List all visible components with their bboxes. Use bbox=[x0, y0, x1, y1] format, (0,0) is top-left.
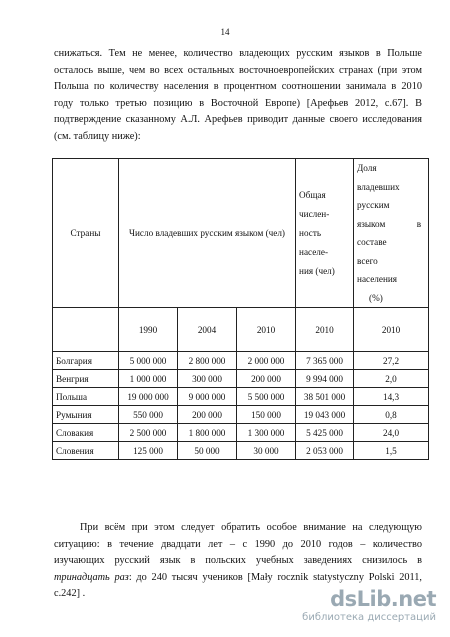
value-cell: 200 000 bbox=[237, 370, 296, 388]
value-cell: 1,5 bbox=[354, 442, 429, 460]
years-blank-cell bbox=[53, 308, 119, 352]
value-cell: 2,0 bbox=[354, 370, 429, 388]
year-cell: 2010 bbox=[354, 308, 429, 352]
value-cell: 27,2 bbox=[354, 352, 429, 370]
value-cell: 2 800 000 bbox=[178, 352, 237, 370]
value-cell: 1 000 000 bbox=[119, 370, 178, 388]
header-speakers: Число владевших русским языком (чел) bbox=[119, 159, 296, 308]
value-cell: 1 800 000 bbox=[178, 424, 237, 442]
year-cell: 2010 bbox=[296, 308, 354, 352]
country-cell: Словения bbox=[53, 442, 119, 460]
header-share: Доля владевших русским языком в составе всего населения (%) bbox=[354, 159, 429, 308]
year-cell: 2010 bbox=[237, 308, 296, 352]
table-row bbox=[53, 442, 429, 460]
conclusion-line-rest: : до 240 тысяч учеников [Mały rocznik statystyczny Polski 2011, bbox=[128, 571, 422, 583]
emphasis-text: тринадцать раз bbox=[54, 571, 129, 583]
russian-speakers-table bbox=[52, 158, 429, 460]
watermark-subtitle: библиотека диссертаций bbox=[302, 612, 436, 623]
value-cell: 2 500 000 bbox=[119, 424, 178, 442]
value-cell: 2 000 000 bbox=[237, 352, 296, 370]
value-cell: 550 000 bbox=[119, 406, 178, 424]
value-cell: 5 000 000 bbox=[119, 352, 178, 370]
value-cell: 5 425 000 bbox=[296, 424, 354, 442]
value-cell: 19 043 000 bbox=[296, 406, 354, 424]
table-row-highlight bbox=[53, 388, 429, 406]
country-cell: Румыния bbox=[53, 406, 119, 424]
value-cell: 1 300 000 bbox=[237, 424, 296, 442]
header-population: Общая числен- ность населе- ния (чел) bbox=[296, 159, 354, 308]
value-cell: 2 053 000 bbox=[296, 442, 354, 460]
intro-line: осталось выше, чем во всех остальных восточноевропейских странах (при этом bbox=[54, 64, 422, 76]
table-years-row bbox=[53, 308, 429, 352]
intro-line: году только третью позицию в Восточной Европе) [Арефьев 2012, с.67]. В bbox=[54, 97, 422, 109]
watermark-logo: dsLib.net bbox=[330, 587, 436, 611]
year-cell: 1990 bbox=[119, 308, 178, 352]
conclusion-line: изучающих русский язык в польских учебных заведениях снизилось в bbox=[54, 555, 422, 567]
country-cell: Венгрия bbox=[53, 370, 119, 388]
header-countries: Страны bbox=[53, 159, 119, 308]
value-cell: 24,0 bbox=[354, 424, 429, 442]
table-row bbox=[53, 370, 429, 388]
intro-line: снижаться. Тем не менее, количество владеющих русским языков в Польше bbox=[54, 48, 422, 59]
value-cell: 50 000 bbox=[178, 442, 237, 460]
country-cell: Болгария bbox=[53, 352, 119, 370]
value-cell: 14,3 bbox=[354, 388, 429, 406]
intro-paragraph bbox=[54, 46, 422, 146]
conclusion-line: с.242] . bbox=[54, 588, 86, 600]
conclusion-line: ситуацию: в течение двадцати лет – с 1990 до 2010 годов – количество bbox=[54, 538, 422, 550]
table-row bbox=[53, 406, 429, 424]
value-cell: 38 501 000 bbox=[296, 388, 354, 406]
value-cell: 19 000 000 bbox=[119, 388, 178, 406]
intro-line: подтверждение сказанному А.Л. Арефьев приводит данные своего исследования bbox=[54, 114, 422, 126]
page-number: 14 bbox=[220, 27, 230, 37]
value-cell: 300 000 bbox=[178, 370, 237, 388]
value-cell: 200 000 bbox=[178, 406, 237, 424]
country-cell: Словакия bbox=[53, 424, 119, 442]
conclusion-line: При всём при этом следует обратить особое внимание на следующую bbox=[80, 522, 422, 533]
table-header-row bbox=[53, 159, 429, 308]
intro-line: Польша по количеству населения в процентном соотношении занимала в 2010 bbox=[54, 81, 422, 93]
country-cell: Польша bbox=[53, 388, 119, 406]
value-cell: 9 994 000 bbox=[296, 370, 354, 388]
intro-line: (см. таблицу ниже): bbox=[54, 130, 141, 142]
value-cell: 5 500 000 bbox=[237, 388, 296, 406]
value-cell: 30 000 bbox=[237, 442, 296, 460]
value-cell: 9 000 000 bbox=[178, 388, 237, 406]
value-cell: 150 000 bbox=[237, 406, 296, 424]
year-cell: 2004 bbox=[178, 308, 237, 352]
value-cell: 125 000 bbox=[119, 442, 178, 460]
table-row bbox=[53, 424, 429, 442]
watermark bbox=[286, 587, 436, 627]
table-row bbox=[53, 352, 429, 370]
conclusion-line bbox=[54, 570, 422, 587]
value-cell: 7 365 000 bbox=[296, 352, 354, 370]
value-cell: 0,8 bbox=[354, 406, 429, 424]
